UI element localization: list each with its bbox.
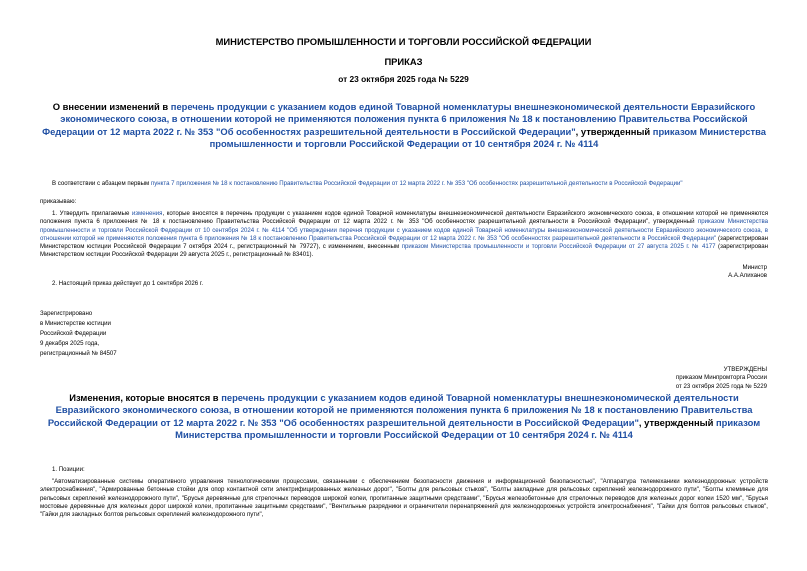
document-type: ПРИКАЗ (384, 56, 423, 67)
approved-line: приказом Минпромторга России (675, 374, 767, 382)
registration-block (40, 309, 117, 359)
item1-text-4: (зарегистрирован Министерством юстиции Российской Федерации 29 августа 2025 г., регистрационный № 83401). (40, 243, 768, 259)
approved-label: УТВЕРЖДЕНЫ (723, 366, 767, 373)
item1-text-1: 1. Утвердить прилагаемые (52, 210, 132, 217)
registration-line: Российской Федерации (40, 330, 107, 337)
item1-paragraph (40, 210, 768, 260)
positions-label: 1. Позиции: (52, 466, 85, 473)
intro-paragraph (40, 180, 768, 188)
intro-link[interactable]: пункта 7 приложения № 18 к постановлению Правительства Российской Федерации от 12 марта 2022 г. № 353 "Об особенностях разрешительной деятельности в Российской Федерации" (150, 180, 683, 187)
approved-line: от 23 октября 2025 года № 5229 (675, 382, 767, 390)
changes-title (40, 392, 768, 442)
ministry-heading: МИНИСТЕРСТВО ПРОМЫШЛЕННОСТИ И ТОРГОВЛИ РОССИЙСКОЙ ФЕДЕРАЦИИ (215, 36, 592, 47)
approved-block (676, 366, 767, 391)
orders-line: приказываю: (40, 198, 77, 205)
item1-text-2: , которые вносятся в перечень продукции с указанием кодов единой Товарной номенклатуры внешнеэкономической деятельности Евразийского экономического союза, в отношении которой не применяются положения пункта 6 приложения № 18 к постановлению Правительства Российской Федерации от 12 марта 2022 г. № 353 "Об особенностях разрешительной деятельности в Российской Федерации", утвержденный (40, 210, 769, 226)
positions-text: "Автоматизированные системы оперативного управления технологическими процессами, связанными с обеспечением безопасности движения и информационной безопасностью", "Аппаратура телемеханики железнодорожных устройств электроснабжения", "Армированные бетонные стойки для опор контактной сети электрифицированных железных дорог", "Болты для рельсовых стыков", "Болты закладные для рельсовых скреплений железнодорожного пути", "Болты клеммные для рельсовых скреплений железнодорожного пути", "Брусья деревянные для стрелочных переводов широкой колеи, пропитанные защитными средствами", "Брусья железобетонные для стрелочных переводов для железных дорог колеи 1520 мм", "Брусья мостовые деревянные для железных дорог широкой колеи, пропитанные защитными средствами", "Вентильные разрядники и ограничители перенапряжений для железнодорожных устройств электроснабжения", "Гайки для болтов рельсовых стыков", "Гайки для закладных болтов рельсовых скреплений железнодорожного пути", (40, 478, 768, 519)
signature-position: Министр (742, 264, 767, 271)
item1-link-amend[interactable]: приказом Министерства промышленности и торговли Российской Федерации от 27 августа 2025 г. № 4177 (401, 243, 716, 251)
signature-block (728, 264, 767, 281)
intro-prefix: В соответствии с абзацем первым (52, 180, 151, 187)
registration-line: Зарегистрировано (40, 310, 93, 317)
document-date-number: от 23 октября 2025 года № 5229 (338, 74, 469, 84)
title-prefix: О внесении изменений в (52, 101, 171, 112)
registration-line: в Министерстве юстиции (40, 320, 111, 327)
item1-text-3: (зарегистрирован Министерством юстиции Российской Федерации 7 октября 2024 г., регистрационный № 79727), с изменением, внесенным (40, 234, 768, 251)
item1-link-order[interactable]: приказом Министерства промышленности и торговли Российской Федерации от 10 сентября 2024 г. № 4114 "Об утверждении перечня продукции с указанием кодов единой Товарной номенклатуры внешнеэкономической деятельности Евразийского экономического союза, в отношении которой не применяются положения пункта 6 приложения № 18 к постановлению Правительства Российской Федерации от 12 марта 2022 г. № 353 "Об особенностях разрешительной деятельности в Российской Федерации" (40, 218, 769, 242)
title2-middle: , утвержденный (638, 416, 717, 428)
registration-line: регистрационный № 84507 (40, 350, 117, 357)
title-middle: , утвержденный (575, 125, 653, 137)
title-link-order[interactable]: приказом Министерства промышленности и торговли Российской Федерации от 10 сентября 2024 г. № 4114 (209, 125, 766, 150)
registration-line: 9 декабря 2025 года, (40, 340, 100, 347)
signature-name: А.А.Алиханов (728, 272, 767, 280)
item2-paragraph: 2. Настоящий приказ действует до 1 сентября 2026 г. (52, 280, 204, 287)
document-title (40, 101, 768, 151)
title-link-list[interactable]: перечень продукции с указанием кодов единой Товарной номенклатуры внешнеэкономической деятельности Евразийского экономического союза, в отношении которой не применяются положения пункта 6 приложения № 18 к постановлению Правительства Российской Федерации от 12 марта 2022 г. № 353 "Об особенностях разрешительной деятельности в Российской Федерации" (42, 101, 756, 137)
title2-link-order[interactable]: приказом Министерства промышленности и торговли Российской Федерации от 10 сентября 2024 г. № 4114 (175, 416, 761, 441)
item1-link-changes[interactable]: изменения (131, 210, 163, 217)
title2-prefix: Изменения, которые вносятся в (69, 392, 222, 403)
title2-link-list[interactable]: перечень продукции с указанием кодов единой Товарной номенклатуры внешнеэкономической деятельности Евразийского экономического союза, в отношении которой не применяются положения пункта 6 приложения № 18 к постановлению Правительства Российской Федерации от 12 марта 2022 г. № 353 "Об особенностях разрешительной деятельности в Российской Федерации" (47, 392, 753, 428)
